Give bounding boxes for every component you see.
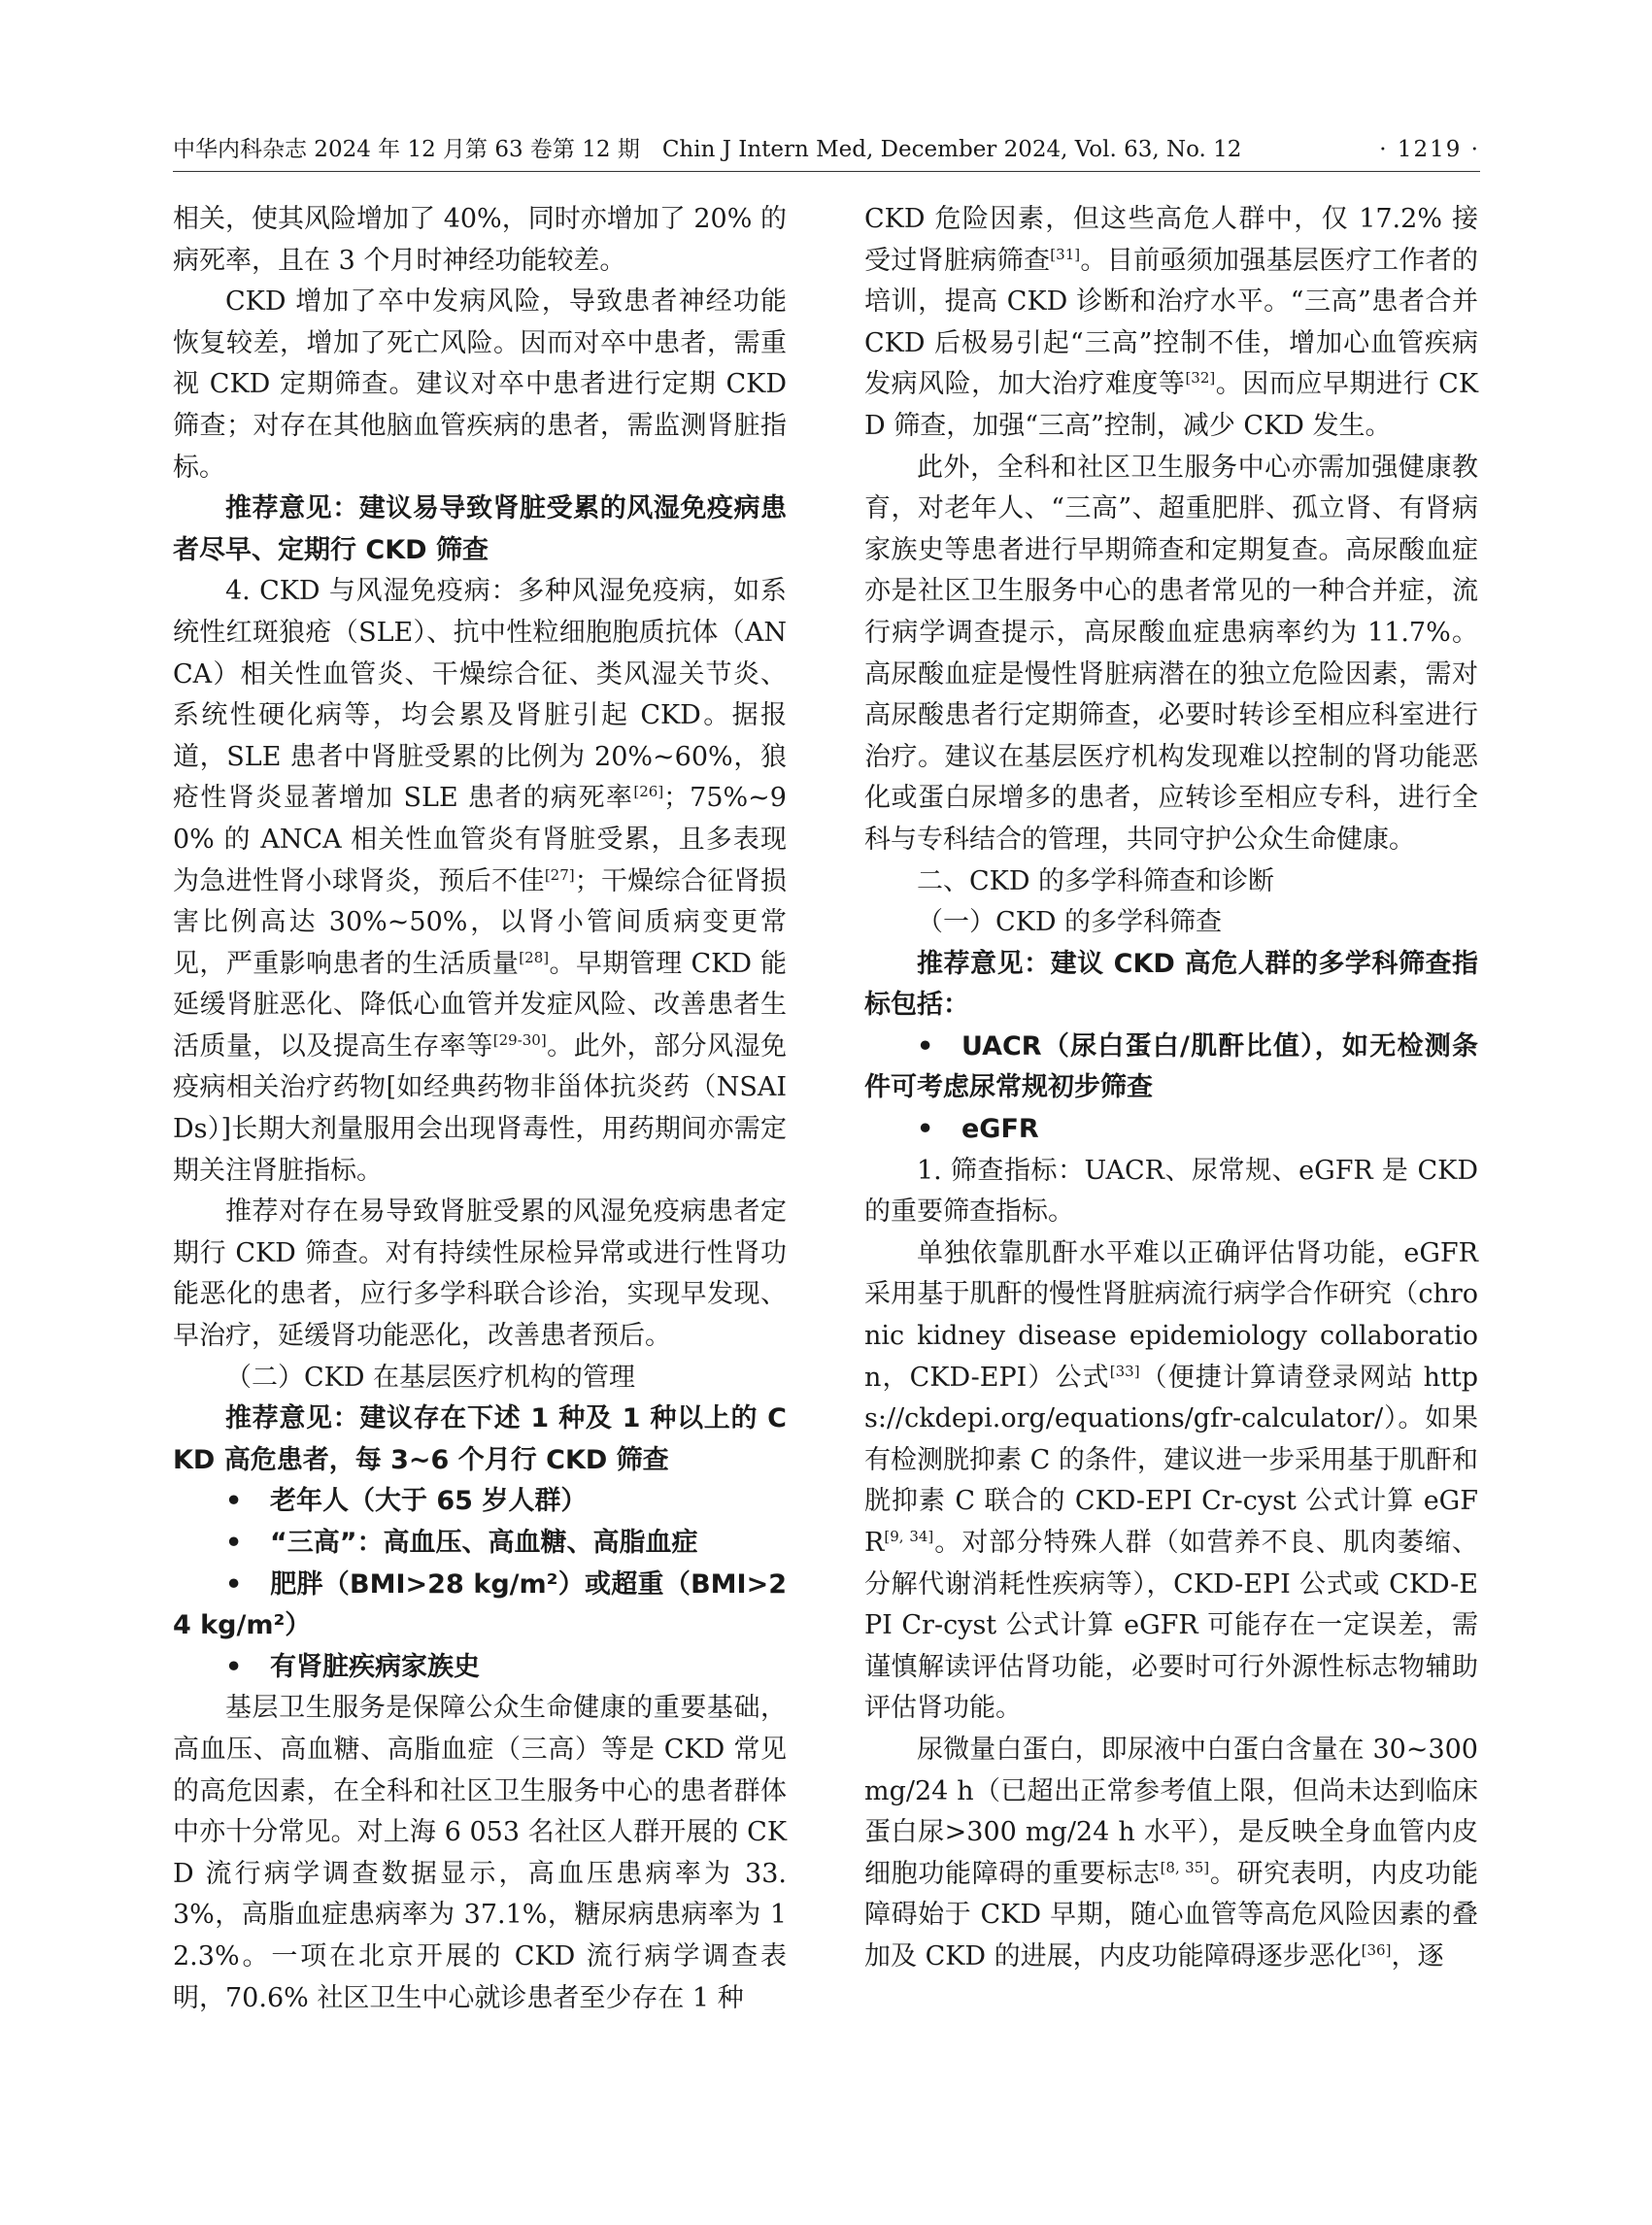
citation-ref: [28] [519, 948, 550, 966]
text-run: 。对部分特殊人群（如营养不良、肌肉萎缩、分解代谢消耗性疾病等），CKD-EPI 公式或 CKD-EPI Cr-cyst 公式计算 eGFR 可能存在一定误差，需谨慎解读评估肾功能，必要时可行外源性标志物辅助评估肾功能。 [864, 1528, 1479, 1724]
bullet-text: UACR（尿白蛋白/肌酐比值），如无检测条件可考虑尿常规初步筛查 [864, 1030, 1478, 1103]
citation-ref: [31] [1050, 245, 1081, 263]
paragraph [173, 571, 787, 1192]
text-run: （便捷计算请登录网站 https://ckdepi.org/equations/gfr-calculator/）。如果有检测胱抑素 C 的条件，建议进一步采用基于肌酐和胱抑素 C 联合的 CKD-EPI Cr-cyst 公式计算 eGFR [864, 1362, 1478, 1558]
paragraph: CKD 增加了卒中发病风险，导致患者神经功能恢复较差，增加了死亡风险。因而对卒中患者，需重视 CKD 定期筛查。建议对卒中患者进行定期 CKD 筛查；对存在其他脑血管疾病的患者，需监测肾脏指标。 [173, 287, 787, 483]
citation-ref: [9, 34] [884, 1528, 934, 1545]
bullet-text: 肥胖（BMI>28 kg/m²）或超重（BMI>24 kg/m²） [173, 1568, 787, 1641]
running-header [173, 130, 1480, 169]
paragraph [864, 1730, 1478, 1978]
citation-ref: [26] [633, 783, 664, 801]
paragraph: 推荐对存在易导致肾脏受累的风湿免疫病患者定期行 CKD 筛查。对有持续性尿检异常或进行性肾功能恶化的患者，应行多学科联合诊治，实现早发现、早治疗，延缓肾功能恶化，改善患者预后。 [173, 1197, 787, 1352]
bullet-text: 老年人（大于 65 岁人群） [270, 1486, 588, 1517]
citation-ref: [36] [1361, 1940, 1392, 1959]
text-run: CKD 危险因素，但这些高危人群中，仅 17.2% 接受过肾脏病筛查 [864, 204, 1478, 276]
bullet-text: “三高”：高血压、高血糖、高脂血症 [270, 1528, 698, 1558]
text-run: 尿微量白蛋白，即尿液中白蛋白含量在 30~300 mg/24 h（已超出正常参考值上限，但尚未达到临床蛋白尿>300 mg/24 h 水平），是反映全身血管内皮细胞功能障碍的重要标志 [864, 1734, 1478, 1889]
text-run: 。因而应早期进行 CKD 筛查，加强“三高”控制，减少 CKD 发生。 [864, 369, 1479, 441]
bullet-dot: • [225, 1568, 243, 1600]
text-run: 单独依靠肌酐水平难以正确评估肾功能，eGFR 采用基于肌酐的慢性肾脏病流行病学合作研究（chronic kidney disease epidemiology collaboration，CKD-EPI）公式 [864, 1237, 1478, 1393]
bullet-item [173, 1647, 787, 1689]
citation-ref: [32] [1185, 369, 1216, 388]
text-run: 。目前亟须加强基层医疗工作者的培训，提高 CKD 诊断和治疗水平。“三高”患者合并 CKD 后极易引起“三高”控制不佳，增加心血管疾病发病风险，加大治疗难度等 [864, 245, 1479, 400]
bullet-item [864, 1109, 1478, 1151]
text-run: ；干燥综合征肾损害比例高达 30%~50%，以肾小管间质病变更常见，严重影响患者的生活质量 [173, 865, 788, 979]
recommendation: 推荐意见：建议存在下述 1 种及 1 种以上的 CKD 高危患者，每 3~6 个月行 CKD 筛查 [173, 1403, 787, 1475]
bullet-item [864, 1027, 1478, 1109]
right-column [864, 199, 1478, 1978]
text-run: 。早期管理 CKD 能延缓肾脏恶化、降低心血管并发症风险、改善患者生活质量，以及提高生存率等 [173, 948, 787, 1062]
bullet-text: eGFR [961, 1114, 1039, 1145]
paragraph: 1. 筛查指标：UACR、尿常规、eGFR 是 CKD 的重要筛查指标。 [864, 1155, 1478, 1228]
text-run: 。研究表明，内皮功能障碍始于 CKD 早期，随心血管等高危风险因素的叠加及 CKD 的进展，内皮功能障碍逐步恶化 [864, 1858, 1478, 1972]
subsection-heading: （一）CKD 的多学科筛查 [917, 907, 1223, 938]
paragraph [864, 199, 1478, 448]
bullet-dot: • [917, 1114, 934, 1145]
paragraph: 基层卫生服务是保障公众生命健康的重要基础，高血压、高血糖、高脂血症（三高）等是 CKD 常见的高危因素，在全科和社区卫生服务中心的患者群体中亦十分常见。对上海 6 053 名社区人群开展的 CKD 流行病学调查数据显示，高血压患病率为 33.3%，高脂血症患病率为 37.1%，糖尿病患病率为 12.3%。一项在北京开展的 CKD 流行病学调查表明，70.6% 社区卫生中心就诊患者至少存在 1 种 [173, 1693, 787, 2013]
recommendation: 推荐意见：建议 CKD 高危人群的多学科筛查指标包括： [864, 948, 1478, 1021]
bullet-item [173, 1523, 787, 1565]
journal-citation: 中华内科杂志 2024 年 12 月第 63 卷第 12 期 Chin J Intern Med, December 2024, Vol. 63, No. 12 [173, 137, 1242, 162]
citation-ref: [8, 35] [1160, 1858, 1210, 1876]
citation-ref: [27] [544, 865, 575, 884]
header-rule [173, 171, 1480, 172]
page-number: · 1219 · [1379, 137, 1480, 162]
left-column [173, 199, 787, 2019]
text-run: ，逐 [1391, 1940, 1444, 1972]
section-heading: （二）CKD 在基层医疗机构的管理 [225, 1362, 636, 1393]
recommendation: 推荐意见：建议易导致肾脏受累的风湿免疫病患者尽早、定期行 CKD 筛查 [173, 493, 787, 565]
bullet-dot: • [225, 1651, 243, 1682]
citation-ref: [33] [1109, 1362, 1140, 1380]
bullet-item [173, 1565, 787, 1647]
paragraph [864, 1233, 1478, 1730]
citation-ref: [29-30] [492, 1030, 547, 1049]
text-run: 4. CKD 与风湿免疫病：多种风湿免疫病，如系统性红斑狼疮（SLE）、抗中性粒细胞胞质抗体（ANCA）相关性血管炎、干燥综合征、类风湿关节炎、系统性硬化病等，均会累及肾脏引起 CKD。据报道，SLE 患者中肾脏受累的比例为 20%~60%，狼疮性肾炎显著增加 SLE 患者的病死率 [173, 576, 787, 814]
paragraph: 此外，全科和社区卫生服务中心亦需加强健康教育，对老年人、“三高”、超重肥胖、孤立肾、有肾病家族史等患者进行早期筛查和定期复查。高尿酸血症亦是社区卫生服务中心的患者常见的一种合并症，流行病学调查提示，高尿酸血症患病率约为 11.7%。高尿酸血症是慢性肾脏病潜在的独立危险因素，需对高尿酸患者行定期筛查，必要时转诊至相应科室进行治疗。建议在基层医疗机构发现难以控制的肾功能恶化或蛋白尿增多的患者，应转诊至相应专科，进行全科与专科结合的管理，共同守护公众生命健康。 [864, 452, 1478, 855]
bullet-dot: • [917, 1030, 934, 1062]
bullet-item [173, 1481, 787, 1523]
text-run: ；75%~90% 的 ANCA 相关性血管炎有肾脏受累，且多表现为急进性肾小球肾炎，预后不佳 [173, 783, 787, 896]
bullet-dot: • [225, 1528, 243, 1558]
bullet-text: 有肾脏疾病家族史 [270, 1651, 480, 1682]
bullet-dot: • [225, 1486, 243, 1517]
paragraph: 相关，使其风险增加了 40%，同时亦增加了 20% 的病死率，且在 3 个月时神经功能较差。 [173, 204, 787, 276]
text-run: 。此外，部分风湿免疫病相关治疗药物[如经典药物非甾体抗炎药（NSAIDs）]长期大剂量服用会出现肾毒性，用药期间亦需定期关注肾脏指标。 [173, 1030, 788, 1186]
section-heading: 二、CKD 的多学科筛查和诊断 [917, 865, 1275, 896]
